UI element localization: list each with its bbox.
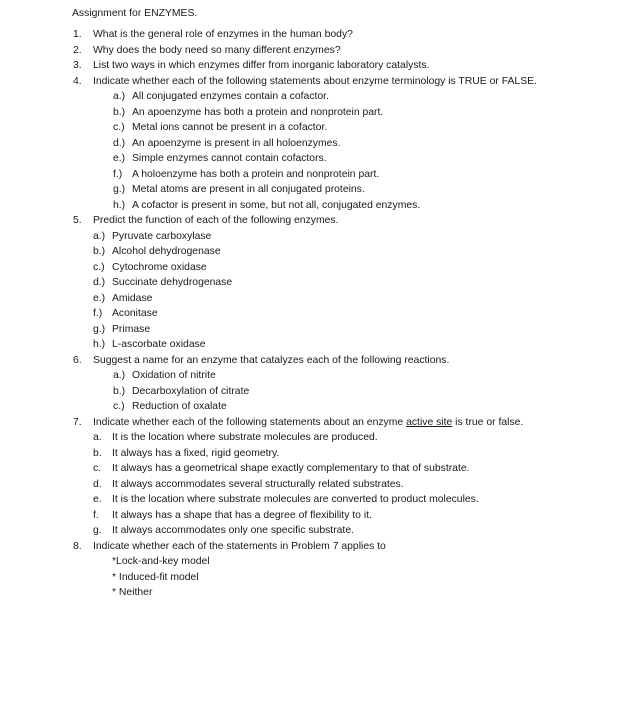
item-text: It is the location where substrate molecules are converted to product molecules. xyxy=(112,494,479,505)
item-text: Cytochrome oxidase xyxy=(112,262,207,273)
question-number: 8. xyxy=(73,541,82,552)
item-text: An apoenzyme has both a protein and nonprotein part. xyxy=(132,107,384,118)
item-text: It is the location where substrate molecules are produced. xyxy=(112,432,378,443)
question-text: Why does the body need so many different enzymes? xyxy=(93,45,341,56)
item-label: b.) xyxy=(93,246,106,257)
item-label: c. xyxy=(93,463,102,474)
item-label: h.) xyxy=(113,200,126,211)
item-label: a.) xyxy=(113,91,126,102)
question-text: What is the general role of enzymes in the human body? xyxy=(93,29,353,40)
item-label: e.) xyxy=(113,153,126,164)
question-text: Indicate whether each of the following statements about enzyme terminology is TRUE or FALSE. xyxy=(93,76,537,87)
item-label: c.) xyxy=(93,262,105,273)
item-text: All conjugated enzymes contain a cofactor. xyxy=(132,91,329,102)
item-text: Succinate dehydrogenase xyxy=(112,277,233,288)
item-label: a.) xyxy=(113,370,126,381)
item-label: h.) xyxy=(93,339,106,350)
item-text: Decarboxylation of citrate xyxy=(132,386,250,397)
question-text: Suggest a name for an enzyme that catalyzes each of the following reactions. xyxy=(93,355,450,366)
item-text: Amidase xyxy=(112,293,153,304)
question-number: 7. xyxy=(73,417,82,428)
question-number: 5. xyxy=(73,215,82,226)
item-text: Metal atoms are present in all conjugated proteins. xyxy=(132,184,365,195)
item-label: b. xyxy=(93,448,102,459)
item-label: f.) xyxy=(113,169,123,180)
question-text: List two ways in which enzymes differ from inorganic laboratory catalysts. xyxy=(93,60,430,71)
question-text-start: Indicate whether each of the following statements about an enzyme xyxy=(93,417,407,428)
page-title: Assignment for ENZYMES. xyxy=(72,8,198,19)
item-text: Pyruvate carboxylase xyxy=(112,231,212,242)
question-text: Indicate whether each of the statements in Problem 7 applies to xyxy=(93,541,386,552)
item-text: * Neither xyxy=(112,587,153,598)
item-text: * Induced-fit model xyxy=(112,572,199,583)
item-text: It always has a fixed, rigid geometry. xyxy=(112,448,280,459)
question-text: Predict the function of each of the following enzymes. xyxy=(93,215,339,226)
item-text: It always has a shape that has a degree of flexibility to it. xyxy=(112,510,372,521)
item-label: d.) xyxy=(93,277,106,288)
question-text xyxy=(93,416,523,430)
question-number: 2. xyxy=(73,45,82,56)
item-text: Primase xyxy=(112,324,151,335)
item-label: a.) xyxy=(93,231,106,242)
active-site-term: active site xyxy=(406,417,453,428)
item-label: b.) xyxy=(113,386,126,397)
item-text: Oxidation of nitrite xyxy=(132,370,216,381)
item-text: A holoenzyme has both a protein and nonprotein part. xyxy=(132,169,380,180)
question-number: 6. xyxy=(73,355,82,366)
item-text: L-ascorbate oxidase xyxy=(112,339,206,350)
item-label: g.) xyxy=(93,324,106,335)
item-label: d.) xyxy=(113,138,126,149)
item-text: It always has a geometrical shape exactly complementary to that of substrate. xyxy=(112,463,470,474)
item-text: Reduction of oxalate xyxy=(132,401,227,412)
item-label: f. xyxy=(93,510,99,521)
item-label: g. xyxy=(93,525,102,536)
question-number: 1. xyxy=(73,29,82,40)
item-label: c.) xyxy=(113,401,125,412)
item-label: e.) xyxy=(93,293,106,304)
item-label: e. xyxy=(93,494,102,505)
item-text: Simple enzymes cannot contain cofactors. xyxy=(132,153,327,164)
item-text: Aconitase xyxy=(112,308,158,319)
item-text: Metal ions cannot be present in a cofactor. xyxy=(132,122,328,133)
item-text: It always accommodates only one specific substrate. xyxy=(112,525,354,536)
item-label: b.) xyxy=(113,107,126,118)
item-label: c.) xyxy=(113,122,125,133)
item-text: *Lock-and-key model xyxy=(112,556,210,567)
item-label: a. xyxy=(93,432,102,443)
question-text-end: is true or false. xyxy=(452,417,524,428)
item-text: It always accommodates several structurally related substrates. xyxy=(112,479,404,490)
item-label: d. xyxy=(93,479,102,490)
item-text: Alcohol dehydrogenase xyxy=(112,246,221,257)
item-text: A cofactor is present in some, but not all, conjugated enzymes. xyxy=(132,200,421,211)
question-number: 3. xyxy=(73,60,82,71)
item-label: f.) xyxy=(93,308,103,319)
item-label: g.) xyxy=(113,184,126,195)
question-number: 4. xyxy=(73,76,82,87)
item-text: An apoenzyme is present in all holoenzymes. xyxy=(132,138,341,149)
